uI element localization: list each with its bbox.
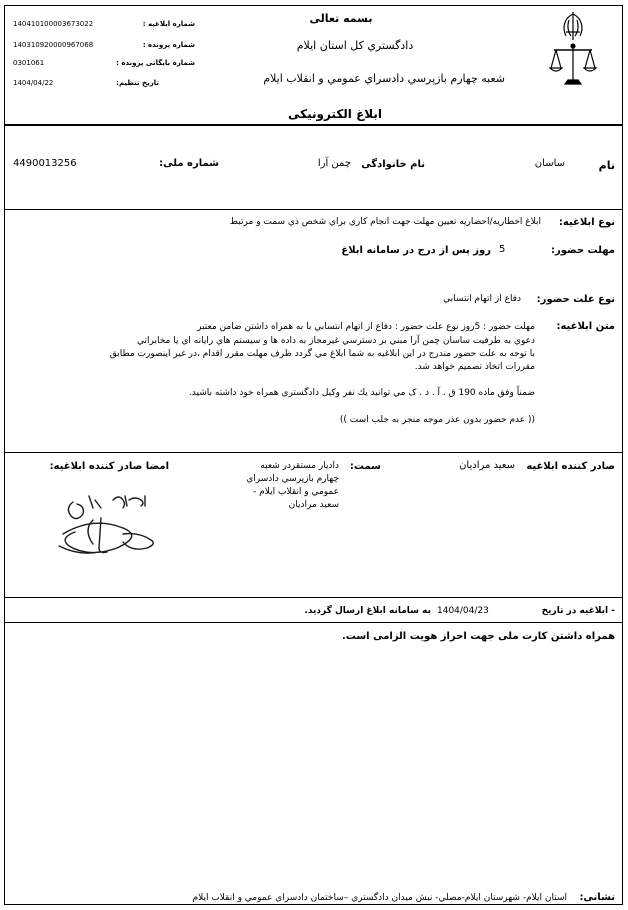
notice-number-label: شماره ابلاغیه :	[142, 20, 195, 28]
name-label: نام	[598, 159, 615, 172]
divider	[5, 124, 622, 126]
first-name: ساسان	[534, 158, 565, 169]
issuer-label: صادر کننده ابلاغیه	[526, 461, 615, 472]
notice-number-value: 140410100003673022	[13, 20, 94, 28]
absence-warning: (( عدم حضور بدون عذر موجه منجر به جلب است ))	[339, 415, 535, 425]
bismillah: بسمه تعالی	[309, 12, 373, 25]
address-label: نشانی:	[579, 892, 615, 903]
notice-type-label: نوع ابلاغیه:	[558, 217, 615, 228]
case-number-value: 140310920000967068	[13, 41, 94, 49]
branch-name: شعبه چهارم بازپرسي دادسراي عمومي و انقلاب ايلام	[263, 72, 505, 85]
notice-text-line: با توجه به علت حضور مندرج در اين ابلاغيه به شما ابلاغ مي گردد ظرف مهلت مقرر اقدام ،در غير اينصورت مطابق	[109, 349, 535, 359]
national-id-value: 4490013256	[13, 158, 77, 169]
signature-label: امضا صادر کننده ابلاغیه:	[49, 461, 169, 472]
notice-document	[4, 5, 623, 905]
notice-type-value: ابلاغ اخطاریه/احضاریه تعیین مهلت جهت انجام كاري براي شخص ذي سمت و مرتبط	[229, 217, 541, 227]
role-label: سمت:	[349, 461, 381, 472]
reason-label: نوع علت حضور:	[536, 294, 615, 305]
role-line: سعید مرادیان	[288, 500, 339, 510]
role-line: چهارم بازپرسي دادسراي	[246, 474, 339, 484]
notice-text-line: مقررات اتخاذ تصميم خواهد شد.	[414, 362, 535, 372]
deadline-text: روز پس از درج در سامانه ابلاغ	[341, 245, 491, 256]
family-label: نام خانوادگی	[361, 159, 425, 170]
archive-number-value: 0301061	[13, 59, 45, 67]
address-text: استان ايلام- شهرستان ايلام-مصلي- نبش ميدان دادگستري –ساختمان دادسراي عمومي و انقلاب ايلام	[192, 893, 567, 903]
dispatch-prefix: - ابلاغیه در تاریخ	[541, 606, 615, 616]
judiciary-emblem-icon	[548, 10, 598, 92]
national-id-label: شماره ملی:	[159, 158, 219, 169]
signature-image	[53, 482, 163, 566]
divider	[5, 209, 622, 210]
role-line: دادیار مستقردر شعبه	[260, 461, 339, 471]
divider	[5, 622, 622, 623]
archive-number-label: شماره بایگانی پرونده :	[116, 59, 195, 67]
notice-text-line: دعوي به طرفيت ساسان چمن آرا مبني بر دسترسي غيرمجاز به داده ها و سيستم هاي رايانه اي يا مخابراتي	[137, 336, 535, 346]
org-name: دادگستري كل استان ايلام	[296, 39, 414, 52]
issue-date-label: تاریخ تنظیم:	[116, 79, 159, 87]
role-line: عمومي و انقلاب ايلام -	[253, 487, 339, 497]
deadline-label: مهلت حضور:	[550, 245, 615, 256]
reason-value: دفاع از اتهام انتسابي	[443, 294, 521, 304]
divider	[5, 597, 622, 598]
dispatch-suffix: به سامانه ابلاغ ارسال گردید.	[304, 606, 431, 616]
deadline-days: 5	[499, 244, 506, 255]
notice-text-line: مهلت حضور : 5روز نوع علت حضور : دفاع از اتهام انتسابي با به همراه داشتن ضامن معتبر	[197, 322, 535, 332]
notice-text-label: متن ابلاغیه:	[556, 321, 615, 332]
divider	[5, 452, 622, 453]
issuer-name: سعید مرادیان	[459, 460, 515, 471]
page-title: ابلاغ الکترونیکی	[287, 107, 383, 121]
dispatch-date: 1404/04/23	[437, 606, 489, 616]
family-name: چمن آرا	[317, 158, 351, 169]
issue-date-value: 1404/04/22	[13, 79, 54, 87]
id-card-note: همراه داشتن کارت ملی جهت احراز هویت الزامی است.	[341, 631, 615, 642]
case-number-label: شماره پرونده :	[142, 41, 195, 49]
lawyer-note: ضمناً وفق ماده 190 ق . آ . د . ک مي توانيد يك نفر وكيل دادگستري همراه خود داشته باشيد.	[188, 388, 535, 398]
